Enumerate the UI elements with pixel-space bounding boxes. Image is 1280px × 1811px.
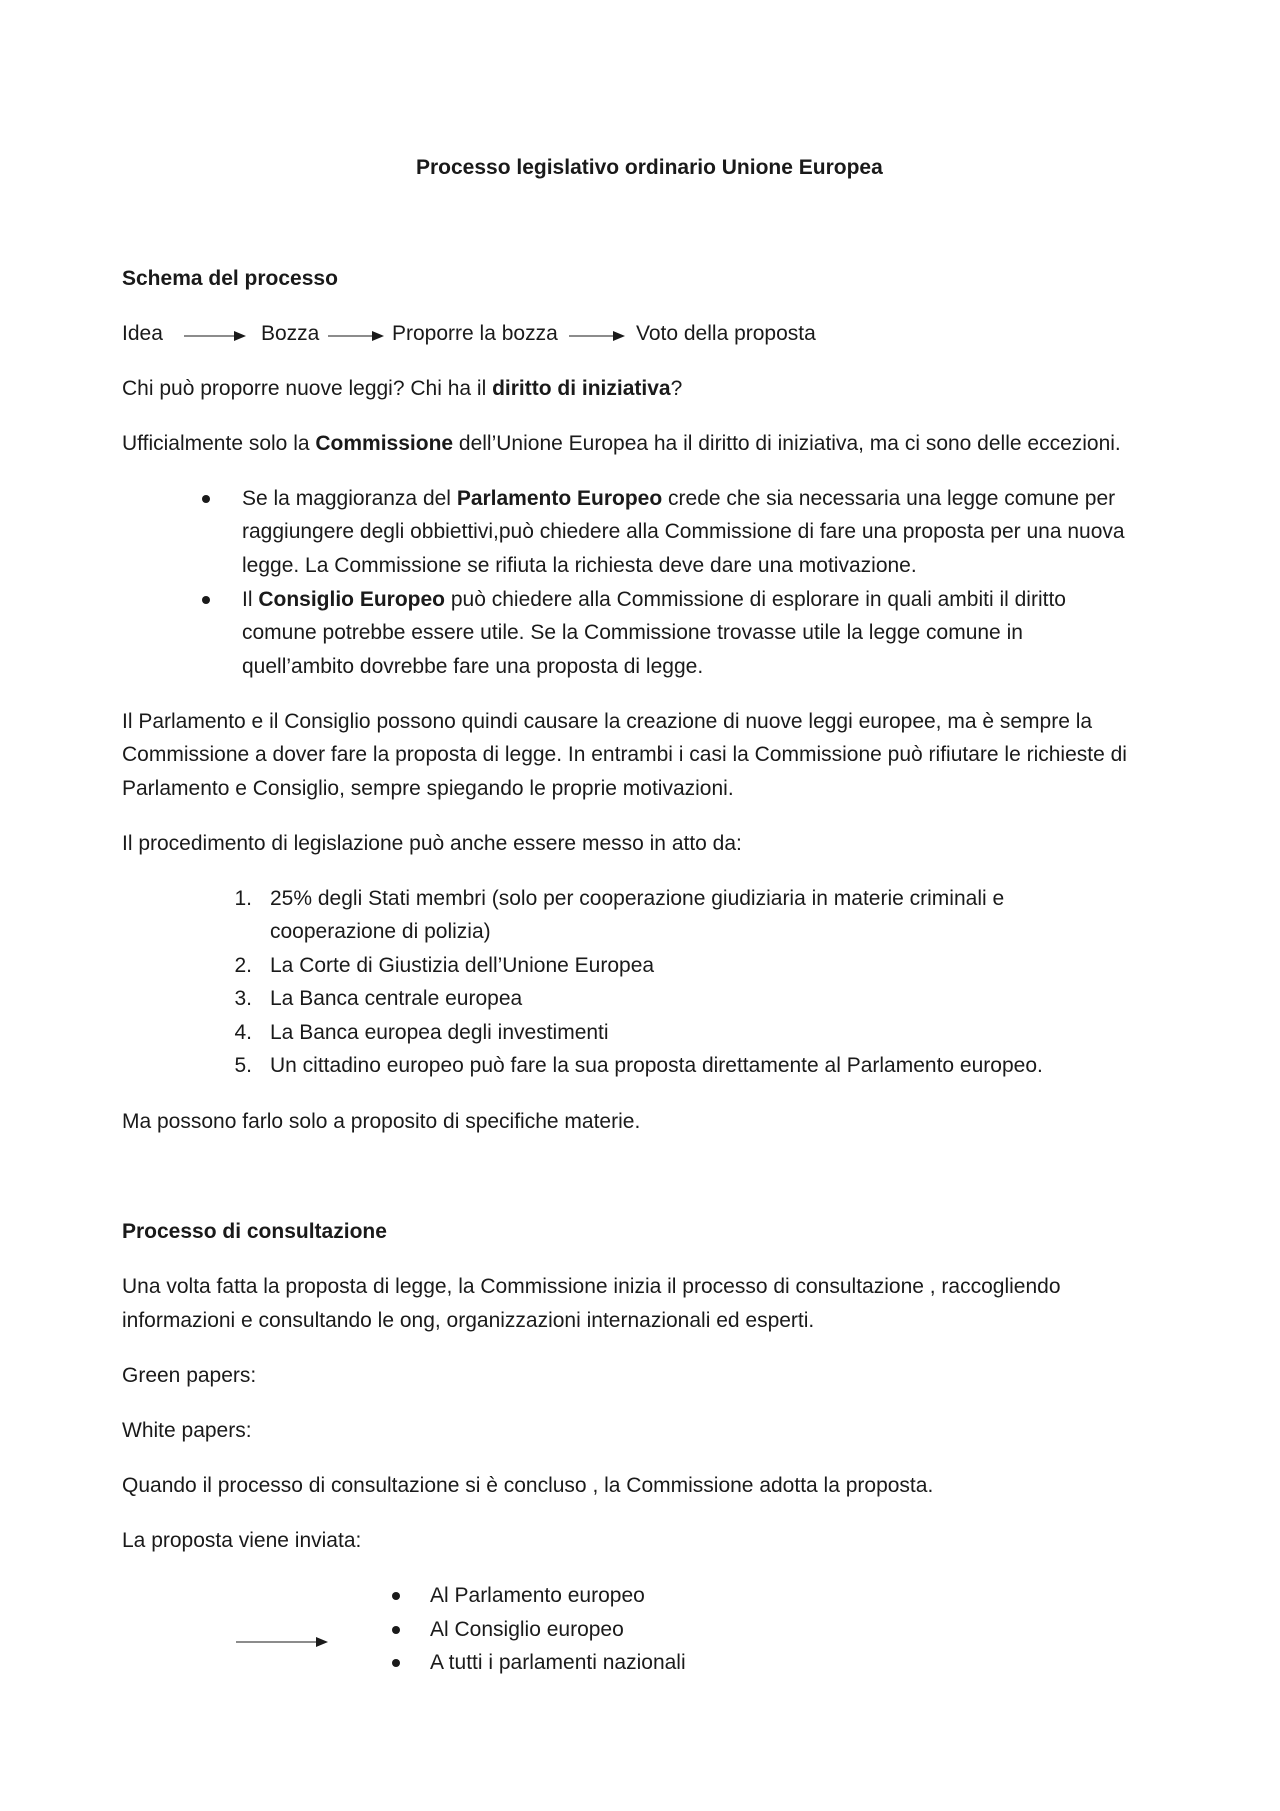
official-bold: Commissione <box>315 432 454 455</box>
bullet1-rest: crede che sia necessaria una legge comune per <box>662 487 1116 510</box>
question-paragraph <box>122 378 682 399</box>
recipient-arrow-icon <box>236 1635 330 1649</box>
sent-paragraph: La proposta viene inviata: <box>122 1529 362 1552</box>
bullet2-rest: può chiedere alla Commissione di esplorare in quali ambiti il diritto <box>445 588 1066 611</box>
flow-step-voto: Voto della proposta <box>636 322 816 345</box>
closing-paragraph: Ma possono farlo solo a proposito di specifiche materie. <box>122 1110 641 1133</box>
recipient-item: A tutti i parlamenti nazionali <box>430 1651 686 1674</box>
list-number: 2. <box>234 954 252 977</box>
flow-arrow-icon <box>328 329 386 343</box>
list-item: La Banca centrale europea <box>270 987 523 1010</box>
parl-para-line1: Il Parlamento e il Consiglio possono quindi causare la creazione di nuove leggi europee, ma è sempre la <box>122 710 1093 733</box>
bullet-icon <box>202 596 210 604</box>
bullet-icon <box>202 495 210 503</box>
question-bold: diritto di iniziativa <box>492 377 671 400</box>
question-end: ? <box>670 377 683 400</box>
official-paragraph <box>122 433 1121 454</box>
section-heading-consultazione: Processo di consultazione <box>122 1220 387 1243</box>
bullet1-line2: raggiungere degli obbiettivi,può chiedere alla Commissione di fare una proposta per una nuova <box>242 520 1125 543</box>
list-item: La Banca europea degli investimenti <box>270 1021 609 1044</box>
bullet2-text: Il <box>242 588 259 611</box>
bullet-icon <box>392 1592 400 1600</box>
official-text: Ufficialmente solo la <box>122 432 316 455</box>
question-text: Chi può proporre nuove leggi? Chi ha il <box>122 377 493 400</box>
list-number: 4. <box>234 1021 252 1044</box>
list-number: 1. <box>234 887 252 910</box>
flow-step-proporre: Proporre la bozza <box>392 322 558 345</box>
list-item: 25% degli Stati membri (solo per cooperazione giudiziaria in materie criminali e <box>270 887 1005 910</box>
consult-intro-line2: informazioni e consultando le ong, organizzazioni internazionali ed esperti. <box>122 1309 815 1332</box>
flow-arrow-icon <box>569 329 627 343</box>
bullet2-line3: quell’ambito dovrebbe fare una proposta di legge. <box>242 655 704 678</box>
white-papers: White papers: <box>122 1419 252 1442</box>
parl-para-line3: Parlamento e Consiglio, sempre spiegando le proprie motivazioni. <box>122 777 734 800</box>
recipient-item: Al Parlamento europeo <box>430 1584 645 1607</box>
green-papers: Green papers: <box>122 1364 257 1387</box>
section-heading-schema: Schema del processo <box>122 267 338 290</box>
adopt-paragraph: Quando il processo di consultazione si è concluso , la Commissione adotta la proposta. <box>122 1474 934 1497</box>
parl-para-line2: Commissione a dover fare la proposta di legge. In entrambi i casi la Commissione può rifiutare le richieste di <box>122 743 1127 766</box>
consult-intro-line1: Una volta fatta la proposta di legge, la Commissione inizia il processo di consultazione , raccogliendo <box>122 1275 1061 1298</box>
list-number: 5. <box>234 1054 252 1077</box>
flow-step-idea: Idea <box>122 322 163 345</box>
list-item: La Corte di Giustizia dell’Unione Europea <box>270 954 655 977</box>
bullet-icon <box>392 1626 400 1634</box>
document-title: Processo legislativo ordinario Unione Europea <box>416 156 883 179</box>
list-item: Un cittadino europeo può fare la sua proposta direttamente al Parlamento europeo. <box>270 1054 1043 1077</box>
list-item-cont: cooperazione di polizia) <box>270 920 491 943</box>
recipient-item: Al Consiglio europeo <box>430 1618 624 1641</box>
flow-arrow-icon <box>184 329 248 343</box>
bullet2-line2: comune potrebbe essere utile. Se la Commissione trovasse utile la legge comune in <box>242 621 1023 644</box>
list-number: 3. <box>234 987 252 1010</box>
bullet1-line3: legge. La Commissione se rifiuta la richiesta deve dare una motivazione. <box>242 554 917 577</box>
bullet1-text: Se la maggioranza del <box>242 487 457 510</box>
bullet2-line1 <box>242 589 1066 610</box>
official-rest: dell’Unione Europea ha il diritto di iniziativa, ma ci sono delle eccezioni. <box>453 432 1121 455</box>
flow-step-bozza: Bozza <box>261 322 320 345</box>
bullet1-bold: Parlamento Europeo <box>456 487 663 510</box>
bullet-icon <box>392 1659 400 1667</box>
bullet1-line1 <box>242 488 1115 509</box>
bullet2-bold: Consiglio Europeo <box>258 588 446 611</box>
procedure-intro: Il procedimento di legislazione può anche essere messo in atto da: <box>122 832 742 855</box>
